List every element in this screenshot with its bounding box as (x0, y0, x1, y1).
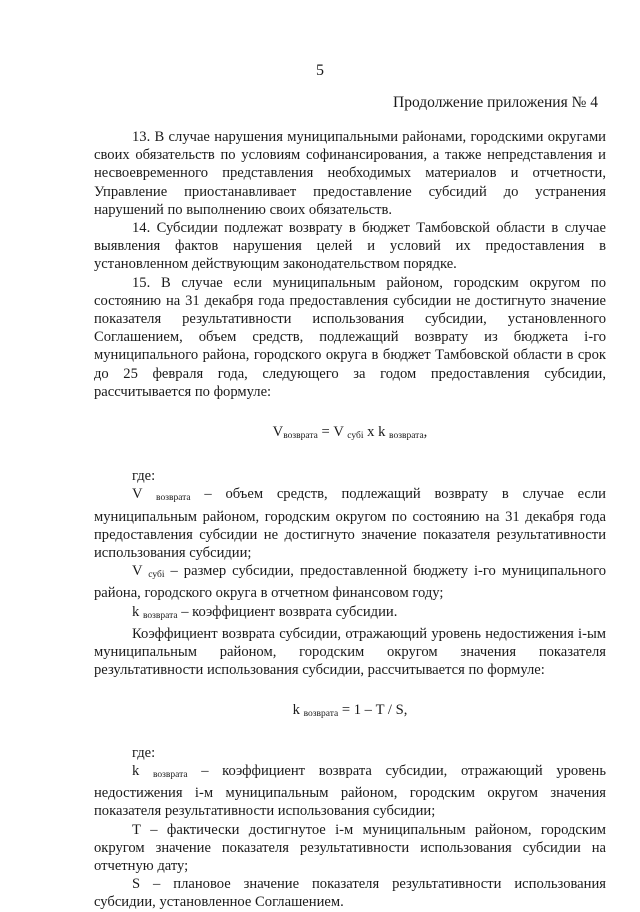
paragraph-14: 14. Субсидии подлежат возврату в бюджет Тамбовской области в случае выявления фактов нарушения целей и условий их предоставления в установленном действующим законодательством порядке. (94, 220, 606, 273)
paragraph-15: 15. В случае если муниципальным районом, городским округом по состоянию на 31 декабря года предоставления субсидии не достигнуто значение показателя результативности использования субсидии, установленного Соглашением, объем средств, подлежащий возврату из бюджета i-го муниципального района, городского округа в бюджет Тамбовской области в срок до 25 февраля года, следующего за годом предоставления субсидии, рассчитывается по формуле: (94, 274, 606, 400)
formula-return-volume: $V_{возврата} = V$ $_{субі}$ x k $_{возврата}$, (272, 424, 428, 442)
page-number: 5 (316, 62, 324, 79)
paragraph-13: 13. В случае нарушения муниципальными районами, городскими округами своих обязательств по условиям софинансирования, а также непредставления и несвоевременного представления необходимых материалов и отчетности, Управление приостанавливает предоставление субсидий до устранения нарушений по выполнению своих обязательств. (94, 129, 606, 218)
definition-v-subsidy: V $_{субі}$ – размер субсидии, предоставленной бюджету i-го муниципального района, городского округа в отчетном финансовом году; (94, 563, 606, 602)
where-label-1: где: (132, 468, 156, 485)
definition-k-return: k $_{возврата}$ – коэффициент возврата субсидии. (132, 603, 398, 621)
where-label-2: где: (132, 744, 156, 761)
formula-return-coefficient: k $_{возврата}$ = 1 – T / S, (292, 702, 408, 720)
appendix-continuation-header: Продолжение приложения № 4 (393, 94, 598, 111)
definition-k-return-2: k $_{возврата}$ – коэффициент возврата субсидии, отражающий уровень недостижения i-м муниципальным районом, городским округом значения показателя результативности использования субсидии; (94, 762, 606, 820)
definition-v-return: V $_{возврата}$ – объем средств, подлежащий возврату в случае если муниципальным районом, городским округом по состоянию на 31 декабря года предоставления субсидии не достигнуто значение показателя результативности использования субсидии; (94, 486, 606, 562)
definition-s-planned: S – плановое значение показателя результативности использования субсидии, установленное Соглашением. (94, 876, 606, 911)
coefficient-paragraph: Коэффициент возврата субсидии, отражающий уровень недостижения i-ым муниципальным районом, городским округом значения показателя результативности использования субсидии, рассчитывается по формуле: (94, 625, 606, 679)
document-body (94, 128, 606, 912)
definition-t-actual: Т – фактически достигнутое i-м муниципальным районом, городским округом значение показателя результативности использования субсидии на отчетную дату; (94, 821, 606, 874)
